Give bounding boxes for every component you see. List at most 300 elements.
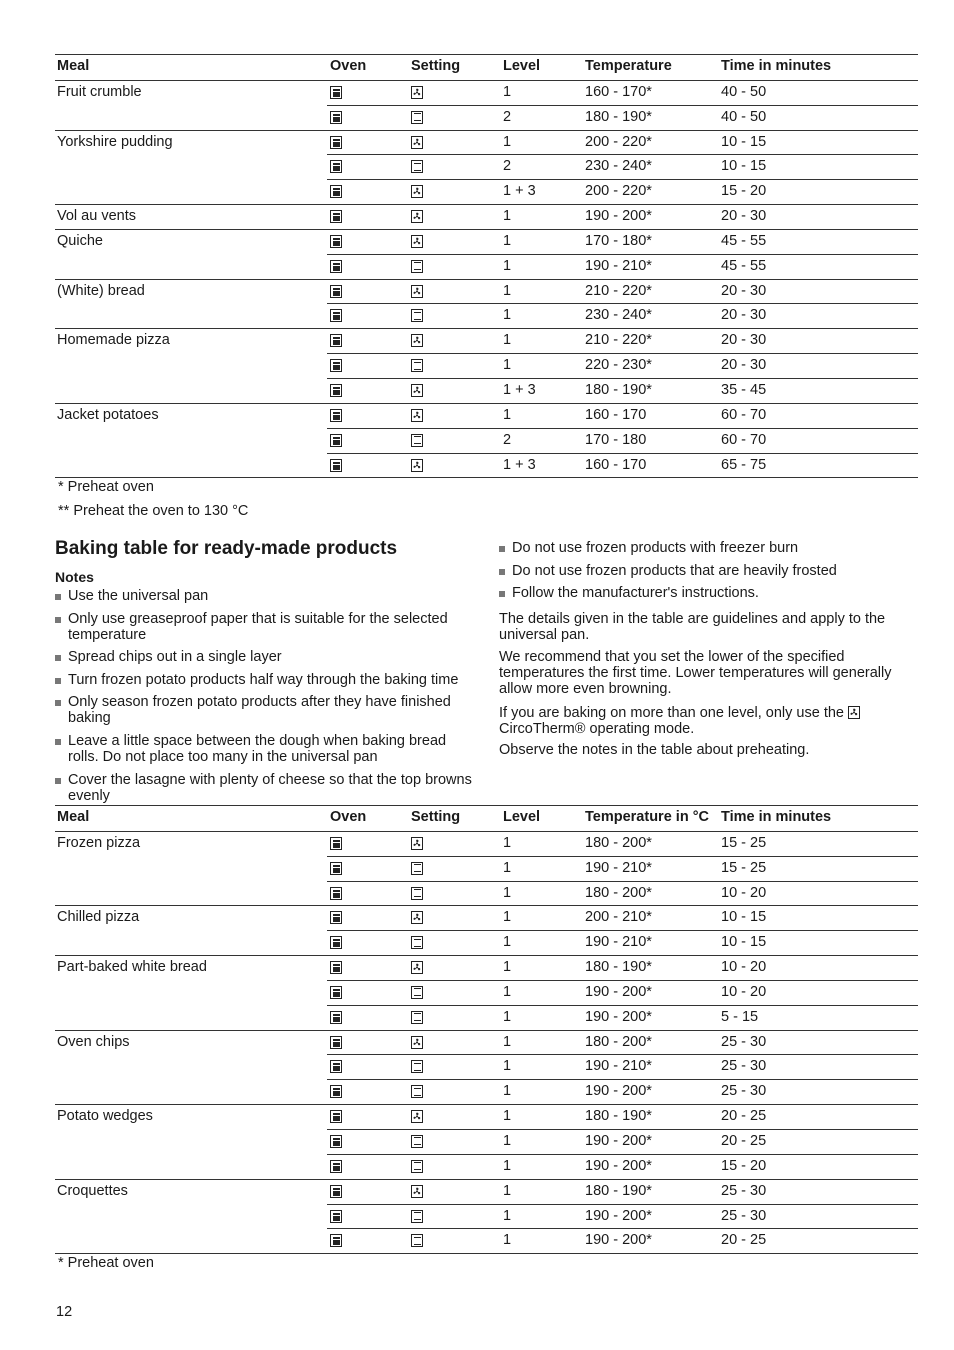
oven-cell xyxy=(330,959,342,976)
setting-cell xyxy=(411,158,423,175)
table-row xyxy=(55,429,918,454)
fan-icon xyxy=(411,911,423,924)
fan-icon xyxy=(411,1036,423,1049)
table-row xyxy=(55,180,918,205)
setting-cell xyxy=(411,283,423,300)
level-cell: 1 xyxy=(503,1182,512,1199)
temperature-cell: 180 - 190* xyxy=(585,108,652,125)
table-row xyxy=(55,404,918,429)
oven-icon xyxy=(330,285,342,298)
table-row xyxy=(55,1055,918,1080)
table-row xyxy=(55,1130,918,1155)
top-bottom-heat-icon xyxy=(411,986,423,999)
oven-cell xyxy=(330,382,342,399)
oven-icon xyxy=(330,837,342,850)
setting-cell xyxy=(411,984,423,1001)
header-level: Level xyxy=(503,809,541,825)
header-setting: Setting xyxy=(411,809,461,825)
meal-cell: Chilled pizza xyxy=(57,909,140,926)
oven-icon xyxy=(330,986,342,999)
row-divider xyxy=(55,1253,918,1254)
setting-cell xyxy=(411,934,423,951)
fan-icon xyxy=(411,86,423,99)
top-bottom-heat-icon xyxy=(411,862,423,875)
temperature-cell: 200 - 220* xyxy=(585,183,652,200)
setting-cell xyxy=(411,1133,423,1150)
oven-icon xyxy=(330,210,342,223)
header-setting: Setting xyxy=(411,58,461,74)
table-row xyxy=(55,981,918,1006)
top-bottom-heat-icon xyxy=(411,887,423,900)
oven-cell xyxy=(330,283,342,300)
setting-cell xyxy=(411,1208,423,1225)
oven-icon xyxy=(330,1036,342,1049)
setting-cell xyxy=(411,1009,423,1026)
header-time: Time in minutes xyxy=(721,58,832,74)
meal-cell: Croquettes xyxy=(57,1182,128,1199)
level-cell: 1 xyxy=(503,406,512,423)
fan-icon xyxy=(411,235,423,248)
fan-icon xyxy=(411,837,423,850)
header-temperature: Temperature xyxy=(585,58,672,74)
top-bottom-heat-icon xyxy=(411,359,423,372)
setting-cell xyxy=(411,307,423,324)
time-cell: 25 - 30 xyxy=(721,1083,767,1100)
table-row xyxy=(55,857,918,882)
table-row xyxy=(55,1080,918,1105)
header-meal: Meal xyxy=(57,809,90,825)
oven-icon xyxy=(330,260,342,273)
temperature-cell: 190 - 200* xyxy=(585,1207,652,1224)
time-cell: 60 - 70 xyxy=(721,431,767,448)
temperature-cell: 170 - 180* xyxy=(585,232,652,249)
level-cell: 2 xyxy=(503,431,512,448)
setting-cell xyxy=(411,233,423,250)
level-cell: 1 xyxy=(503,909,512,926)
paragraph-circotherm xyxy=(499,704,909,737)
time-cell: 25 - 30 xyxy=(721,1033,767,1050)
oven-cell xyxy=(330,208,342,225)
top-bottom-heat-icon xyxy=(411,1085,423,1098)
oven-cell xyxy=(330,109,342,126)
oven-cell xyxy=(330,307,342,324)
table-row xyxy=(55,454,918,479)
top-bottom-heat-icon xyxy=(411,1234,423,1247)
fan-icon xyxy=(411,1185,423,1198)
oven-cell xyxy=(330,1183,342,1200)
table-row xyxy=(55,354,918,379)
setting-cell xyxy=(411,1158,423,1175)
header-level: Level xyxy=(503,58,541,74)
setting-cell xyxy=(411,208,423,225)
oven-icon xyxy=(330,235,342,248)
time-cell: 45 - 55 xyxy=(721,257,767,274)
temperature-cell: 190 - 200* xyxy=(585,1132,652,1149)
table-row xyxy=(55,1031,918,1056)
setting-cell xyxy=(411,407,423,424)
list-item: Follow the manufacturer's instructions. xyxy=(499,585,909,601)
oven-icon xyxy=(330,1110,342,1123)
meal-cell: Fruit crumble xyxy=(57,83,142,100)
table-row xyxy=(55,906,918,931)
time-cell: 25 - 30 xyxy=(721,1207,767,1224)
setting-cell xyxy=(411,1083,423,1100)
time-cell: 10 - 20 xyxy=(721,884,767,901)
top-bottom-heat-icon xyxy=(411,1210,423,1223)
level-cell: 1 xyxy=(503,307,512,324)
baking-table-1 xyxy=(55,54,918,478)
header-time: Time in minutes xyxy=(721,809,832,825)
temperature-cell: 190 - 210* xyxy=(585,934,652,951)
table-body xyxy=(55,81,918,479)
notes-list-left xyxy=(55,588,475,810)
oven-cell xyxy=(330,332,342,349)
table-header xyxy=(55,805,918,832)
fan-icon xyxy=(411,961,423,974)
meal-cell: Jacket potatoes xyxy=(57,406,159,423)
fan-icon xyxy=(411,459,423,472)
table-row xyxy=(55,1006,918,1031)
meal-cell: Vol au vents xyxy=(57,208,136,225)
time-cell: 10 - 20 xyxy=(721,983,767,1000)
oven-cell xyxy=(330,984,342,1001)
oven-cell xyxy=(330,233,342,250)
time-cell: 20 - 30 xyxy=(721,357,767,374)
time-cell: 10 - 20 xyxy=(721,959,767,976)
time-cell: 20 - 30 xyxy=(721,307,767,324)
time-cell: 20 - 25 xyxy=(721,1132,767,1149)
time-cell: 5 - 15 xyxy=(721,1008,759,1025)
oven-icon xyxy=(330,1210,342,1223)
meal-cell: Part-baked white bread xyxy=(57,959,207,976)
oven-cell xyxy=(330,1108,342,1125)
level-cell: 1 xyxy=(503,133,512,150)
header-temperature: Temperature in °C xyxy=(585,809,709,825)
setting-cell xyxy=(411,332,423,349)
setting-cell xyxy=(411,457,423,474)
setting-cell xyxy=(411,134,423,151)
level-cell: 1 xyxy=(503,1008,512,1025)
time-cell: 20 - 30 xyxy=(721,282,767,299)
setting-cell xyxy=(411,84,423,101)
level-cell: 1 xyxy=(503,983,512,1000)
top-bottom-heat-icon xyxy=(411,160,423,173)
table-row xyxy=(55,255,918,280)
setting-cell xyxy=(411,835,423,852)
temperature-cell: 170 - 180 xyxy=(585,431,647,448)
table-row xyxy=(55,882,918,907)
time-cell: 10 - 15 xyxy=(721,158,767,175)
paragraph-preheating: Observe the notes in the table about preheating. xyxy=(499,742,810,758)
oven-cell xyxy=(330,1009,342,1026)
temperature-cell: 190 - 210* xyxy=(585,257,652,274)
list-item: Do not use frozen products with freezer burn xyxy=(499,540,909,556)
temperature-cell: 200 - 210* xyxy=(585,909,652,926)
level-cell: 1 xyxy=(503,1157,512,1174)
temperature-cell: 190 - 210* xyxy=(585,859,652,876)
header-meal: Meal xyxy=(57,58,90,74)
oven-cell xyxy=(330,909,342,926)
time-cell: 15 - 20 xyxy=(721,1157,767,1174)
setting-cell xyxy=(411,382,423,399)
table-row xyxy=(55,1105,918,1130)
temperature-cell: 190 - 200* xyxy=(585,1232,652,1249)
oven-icon xyxy=(330,359,342,372)
oven-icon xyxy=(330,936,342,949)
time-cell: 40 - 50 xyxy=(721,83,767,100)
level-cell: 1 xyxy=(503,1207,512,1224)
list-item: Cover the lasagne with plenty of cheese so that the top browns evenly xyxy=(55,772,475,804)
meal-cell: (White) bread xyxy=(57,282,145,299)
oven-cell xyxy=(330,1158,342,1175)
setting-cell xyxy=(411,1108,423,1125)
time-cell: 15 - 25 xyxy=(721,834,767,851)
time-cell: 10 - 15 xyxy=(721,934,767,951)
oven-icon xyxy=(330,1234,342,1247)
temperature-cell: 180 - 190* xyxy=(585,959,652,976)
list-item: Leave a little space between the dough when baking bread rolls. Do not place too many in the universal pan xyxy=(55,733,475,765)
oven-cell xyxy=(330,1232,342,1249)
table-row xyxy=(55,131,918,156)
oven-icon xyxy=(330,185,342,198)
temperature-cell: 160 - 170 xyxy=(585,406,647,423)
temperature-cell: 160 - 170 xyxy=(585,456,647,473)
oven-cell xyxy=(330,860,342,877)
fan-icon xyxy=(411,136,423,149)
setting-cell xyxy=(411,258,423,275)
footnote-preheat-2: * Preheat oven xyxy=(58,1255,154,1271)
oven-icon xyxy=(330,1160,342,1173)
level-cell: 1 xyxy=(503,1083,512,1100)
top-bottom-heat-icon xyxy=(411,936,423,949)
temperature-cell: 220 - 230* xyxy=(585,357,652,374)
setting-cell xyxy=(411,1232,423,1249)
time-cell: 40 - 50 xyxy=(721,108,767,125)
meal-cell: Quiche xyxy=(57,232,103,249)
notes-title: Notes xyxy=(55,569,94,585)
temperature-cell: 190 - 210* xyxy=(585,1058,652,1075)
page-number: 12 xyxy=(56,1304,73,1320)
baking-table-2 xyxy=(55,805,918,1254)
oven-icon xyxy=(330,459,342,472)
time-cell: 25 - 30 xyxy=(721,1058,767,1075)
setting-cell xyxy=(411,1058,423,1075)
paragraph-guidelines: The details given in the table are guidelines and apply to the universal pan. xyxy=(499,611,886,644)
setting-cell xyxy=(411,1034,423,1051)
oven-icon xyxy=(330,911,342,924)
setting-cell xyxy=(411,357,423,374)
oven-cell xyxy=(330,1208,342,1225)
oven-icon xyxy=(330,961,342,974)
time-cell: 20 - 30 xyxy=(721,332,767,349)
oven-cell xyxy=(330,357,342,374)
level-cell: 1 + 3 xyxy=(503,381,536,398)
top-bottom-heat-icon xyxy=(411,434,423,447)
oven-cell xyxy=(330,258,342,275)
oven-icon xyxy=(330,1185,342,1198)
table-row xyxy=(55,1229,918,1254)
fan-icon xyxy=(848,706,860,719)
fan-icon xyxy=(411,285,423,298)
oven-icon xyxy=(330,409,342,422)
oven-cell xyxy=(330,885,342,902)
oven-icon xyxy=(330,309,342,322)
table-row xyxy=(55,1155,918,1180)
paragraph-recommendation: We recommend that you set the lower of the specified temperatures the first time. Lower temperatures will generally allow more even browning. xyxy=(499,649,892,698)
meal-cell: Potato wedges xyxy=(57,1108,153,1125)
table-row xyxy=(55,832,918,857)
table-row xyxy=(55,205,918,230)
setting-cell xyxy=(411,885,423,902)
level-cell: 1 xyxy=(503,959,512,976)
setting-cell xyxy=(411,860,423,877)
fan-icon xyxy=(411,334,423,347)
temperature-cell: 180 - 200* xyxy=(585,1033,652,1050)
level-cell: 1 xyxy=(503,859,512,876)
time-cell: 10 - 15 xyxy=(721,133,767,150)
level-cell: 1 + 3 xyxy=(503,456,536,473)
time-cell: 25 - 30 xyxy=(721,1182,767,1199)
temperature-cell: 180 - 200* xyxy=(585,884,652,901)
level-cell: 1 xyxy=(503,257,512,274)
oven-cell xyxy=(330,1058,342,1075)
time-cell: 20 - 25 xyxy=(721,1108,767,1125)
level-cell: 1 + 3 xyxy=(503,183,536,200)
row-divider xyxy=(55,477,918,478)
level-cell: 1 xyxy=(503,83,512,100)
level-cell: 1 xyxy=(503,934,512,951)
table-row xyxy=(55,1205,918,1230)
top-bottom-heat-icon xyxy=(411,1135,423,1148)
oven-icon xyxy=(330,111,342,124)
temperature-cell: 210 - 220* xyxy=(585,332,652,349)
fan-icon xyxy=(411,210,423,223)
setting-cell xyxy=(411,183,423,200)
list-item: Do not use frozen products that are heavily frosted xyxy=(499,563,909,579)
temperature-cell: 180 - 190* xyxy=(585,1108,652,1125)
table-row xyxy=(55,931,918,956)
oven-icon xyxy=(330,160,342,173)
level-cell: 1 xyxy=(503,1232,512,1249)
temperature-cell: 200 - 220* xyxy=(585,133,652,150)
oven-icon xyxy=(330,384,342,397)
setting-cell xyxy=(411,959,423,976)
time-cell: 15 - 25 xyxy=(721,859,767,876)
table-row xyxy=(55,956,918,981)
top-bottom-heat-icon xyxy=(411,111,423,124)
meal-cell: Frozen pizza xyxy=(57,834,141,851)
temperature-cell: 190 - 200* xyxy=(585,1083,652,1100)
top-bottom-heat-icon xyxy=(411,1160,423,1173)
temperature-cell: 190 - 200* xyxy=(585,1008,652,1025)
fan-icon xyxy=(411,384,423,397)
level-cell: 1 xyxy=(503,834,512,851)
table-body xyxy=(55,832,918,1254)
footnote-preheat-130: ** Preheat the oven to 130 °C xyxy=(58,503,249,519)
level-cell: 1 xyxy=(503,1033,512,1050)
table-row xyxy=(55,1180,918,1205)
temperature-cell: 210 - 220* xyxy=(585,282,652,299)
top-bottom-heat-icon xyxy=(411,309,423,322)
level-cell: 1 xyxy=(503,884,512,901)
level-cell: 2 xyxy=(503,108,512,125)
level-cell: 1 xyxy=(503,332,512,349)
oven-cell xyxy=(330,407,342,424)
top-bottom-heat-icon xyxy=(411,1011,423,1024)
meal-cell: Homemade pizza xyxy=(57,332,170,349)
setting-cell xyxy=(411,909,423,926)
meal-cell: Yorkshire pudding xyxy=(57,133,173,150)
list-item: Turn frozen potato products half way through the baking time xyxy=(55,672,475,688)
temperature-cell: 180 - 190* xyxy=(585,1182,652,1199)
fan-icon xyxy=(411,1110,423,1123)
circotherm-text-a: If you are baking on more than one level, only use the xyxy=(499,705,844,721)
oven-icon xyxy=(330,136,342,149)
time-cell: 35 - 45 xyxy=(721,381,767,398)
oven-cell xyxy=(330,134,342,151)
table-row xyxy=(55,81,918,106)
oven-cell xyxy=(330,432,342,449)
table-row xyxy=(55,280,918,305)
time-cell: 45 - 55 xyxy=(721,232,767,249)
header-oven: Oven xyxy=(330,809,367,825)
oven-cell xyxy=(330,84,342,101)
oven-cell xyxy=(330,1034,342,1051)
level-cell: 1 xyxy=(503,357,512,374)
table-row xyxy=(55,304,918,329)
list-item: Only season frozen potato products after they have finished baking xyxy=(55,694,475,726)
list-item: Use the universal pan xyxy=(55,588,475,604)
level-cell: 2 xyxy=(503,158,512,175)
oven-cell xyxy=(330,457,342,474)
top-bottom-heat-icon xyxy=(411,1060,423,1073)
oven-icon xyxy=(330,86,342,99)
oven-cell xyxy=(330,934,342,951)
level-cell: 1 xyxy=(503,1132,512,1149)
setting-cell xyxy=(411,1183,423,1200)
oven-cell xyxy=(330,158,342,175)
table-row xyxy=(55,155,918,180)
oven-cell xyxy=(330,183,342,200)
setting-cell xyxy=(411,109,423,126)
table-row xyxy=(55,106,918,131)
footnote-preheat: * Preheat oven xyxy=(58,479,154,495)
temperature-cell: 190 - 200* xyxy=(585,983,652,1000)
level-cell: 1 xyxy=(503,1058,512,1075)
fan-icon xyxy=(411,409,423,422)
top-bottom-heat-icon xyxy=(411,260,423,273)
level-cell: 1 xyxy=(503,208,512,225)
oven-icon xyxy=(330,1085,342,1098)
level-cell: 1 xyxy=(503,232,512,249)
meal-cell: Oven chips xyxy=(57,1033,130,1050)
time-cell: 20 - 25 xyxy=(721,1232,767,1249)
time-cell: 15 - 20 xyxy=(721,183,767,200)
list-item: Spread chips out in a single layer xyxy=(55,649,475,665)
time-cell: 60 - 70 xyxy=(721,406,767,423)
oven-icon xyxy=(330,1135,342,1148)
oven-cell xyxy=(330,835,342,852)
temperature-cell: 230 - 240* xyxy=(585,307,652,324)
table-row xyxy=(55,379,918,404)
list-item: Only use greaseproof paper that is suitable for the selected temperature xyxy=(55,611,475,643)
temperature-cell: 180 - 200* xyxy=(585,834,652,851)
temperature-cell: 180 - 190* xyxy=(585,381,652,398)
time-cell: 10 - 15 xyxy=(721,909,767,926)
level-cell: 1 xyxy=(503,1108,512,1125)
oven-icon xyxy=(330,1060,342,1073)
table-header xyxy=(55,54,918,81)
